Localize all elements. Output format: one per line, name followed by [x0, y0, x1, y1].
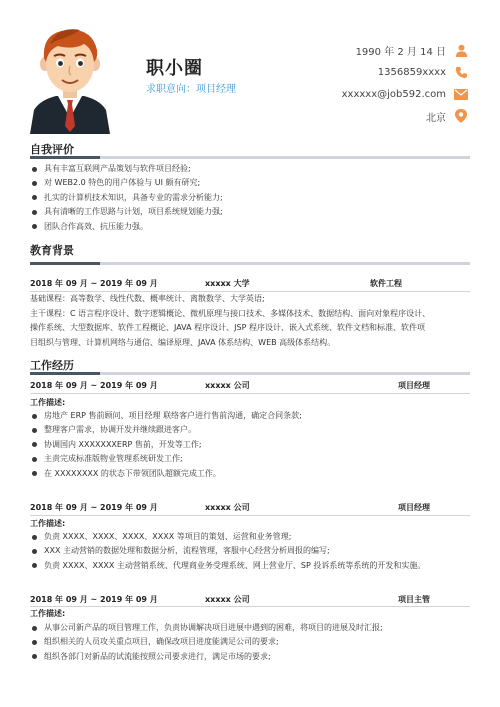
job-position: 项目主管 [398, 595, 430, 604]
section-divider [30, 262, 470, 265]
job-description-label: 工作描述: [30, 519, 66, 528]
contact-birth [268, 40, 468, 60]
company-name: xxxxx 公司 [205, 381, 250, 390]
section-title-work: 工作经历 [30, 359, 74, 372]
job-period: 2018 年 09 月 ~ 2019 年 09 月 [30, 381, 158, 390]
list-item: 具有清晰的工作思路与计划，项目系统规划能力强; [30, 205, 480, 219]
job-description-list [30, 530, 480, 573]
list-item: 具有丰富互联网产品策划与软件项目经验; [30, 162, 480, 176]
list-item: 整理客户需求，协调开发并继续跟进客户。 [30, 423, 480, 437]
contact-phone [268, 62, 468, 82]
email-address: xxxxxx@job592.com [341, 88, 446, 100]
job-description-list [30, 621, 480, 664]
job-position: 项目经理 [398, 503, 430, 512]
major: 软件工程 [370, 279, 402, 288]
job-description-label: 工作描述: [30, 398, 66, 407]
phone-icon [454, 65, 468, 79]
row-divider [30, 515, 470, 516]
list-item: 协调国内 XXXXXXXERP 售前，开发等工作; [30, 438, 480, 452]
birth-date: 1990 年 2 月 14 日 [355, 46, 446, 58]
section-divider [30, 372, 470, 375]
list-item: 组织相关的人员攻关重点项目，确保改项目进度能满足公司的要求; [30, 635, 480, 649]
contact-email [268, 84, 468, 104]
education-entry [30, 278, 470, 290]
location-pin-icon [454, 109, 468, 123]
list-item: 负责 XXXX、XXXX、XXXX、XXXX 等项目的策划、运营和业务管理; [30, 530, 480, 544]
person-icon [454, 43, 468, 57]
job-entry [30, 502, 470, 514]
main-courses [30, 307, 475, 350]
list-item: 房地产 ERP 售前顾问、项目经理 联络客户进行售前沟通，确定合同条款; [30, 409, 480, 423]
city: 北京 [426, 112, 446, 124]
list-item: XXX 主动营销的数据处理和数据分析，流程管理，客服中心经营分析周报的编写; [30, 544, 480, 558]
list-item: 在 XXXXXXXX 的状态下带领团队超额完成工作。 [30, 467, 480, 481]
candidate-name: 职小圈 [146, 58, 203, 79]
education-period: 2018 年 09 月 ~ 2019 年 09 月 [30, 279, 158, 288]
main-courses-line: 目组织与管理、计算机网络与通信、编译原理、JAVA 体系结构、WEB 高级体系结构。 [30, 337, 336, 347]
list-item: 从事公司新产品的项目管理工作，负责协调解决项目进展中遇到的困难，将项目的进展及时汇报; [30, 621, 480, 635]
company-name: xxxxx 公司 [205, 503, 250, 512]
avatar [28, 22, 112, 134]
list-item: 扎实的计算机技术知识，具备专业的需求分析能力; [30, 191, 480, 205]
row-divider [30, 606, 470, 607]
job-entry [30, 380, 470, 392]
contact-city [268, 106, 468, 126]
company-name: xxxxx 公司 [205, 595, 250, 604]
list-item: 主责完成标准版物业管理系统研发工作; [30, 452, 480, 466]
mail-icon [454, 87, 468, 101]
list-item: 对 WEB2.0 特色的用户体验与 UI 颇有研究; [30, 176, 480, 190]
job-description-list [30, 409, 480, 481]
job-period: 2018 年 09 月 ~ 2019 年 09 月 [30, 595, 158, 604]
list-item: 负责 XXXX、XXXX 主动营销系统、代理商业务受理系统、网上营业厅、SP 投诉系统等系统的开发和实施。 [30, 559, 480, 573]
row-divider [30, 393, 470, 394]
job-position: 项目经理 [398, 381, 430, 390]
section-title-education: 教育背景 [30, 244, 74, 257]
phone-number: 1356859xxxx [377, 66, 446, 78]
basic-courses: 基础课程：高等数学、线性代数、概率统计、离散数学、大学英语; [30, 294, 265, 303]
list-item: 组织各部门对新品的试流能按照公司要求进行，满足市场的要求; [30, 650, 480, 664]
main-courses-line: 操作系统、大型数据库、软件工程概论、JAVA 程序设计、JSP 程序设计、嵌入式系统、软件文档和标准、软件项 [30, 323, 425, 333]
section-title-self: 自我评价 [30, 143, 74, 156]
job-intent: 求职意向：项目经理 [146, 84, 236, 95]
self-evaluation-list [30, 162, 480, 234]
list-item: 团队合作高效、抗压能力强。 [30, 220, 480, 234]
job-entry [30, 594, 470, 606]
section-divider [30, 156, 470, 159]
job-description-label: 工作描述: [30, 609, 66, 618]
main-courses-line: 主干课程：C 语言程序设计、数字逻辑概论、微机原理与接口技术、多媒体技术、数据结构、面向对象程序设计、 [30, 309, 431, 318]
job-period: 2018 年 09 月 ~ 2019 年 09 月 [30, 503, 158, 512]
school-name: xxxxx 大学 [205, 279, 250, 288]
resume-header [0, 0, 500, 135]
